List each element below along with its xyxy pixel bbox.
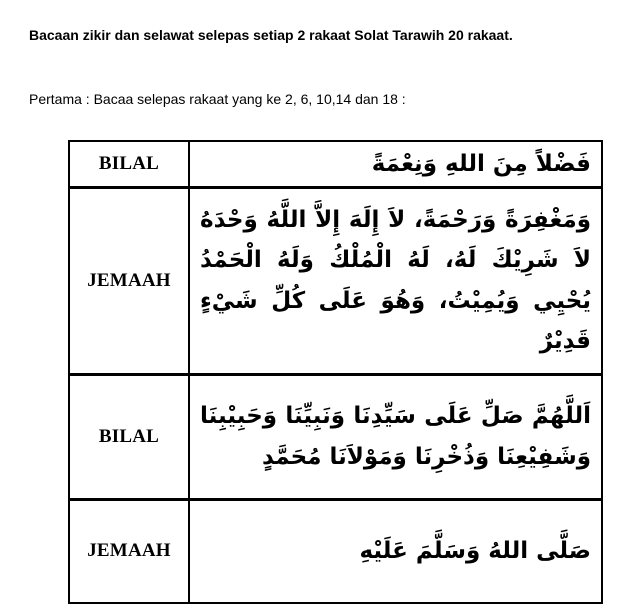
document-subheading: Pertama : Bacaa selepas rakaat yang ke 2, 6, 10,14 dan 18 : [29, 91, 406, 107]
document-heading: Bacaan zikir dan selawat selepas setiap 2 rakaat Solat Tarawih 20 rakaat. [29, 27, 513, 43]
role-label: BILAL [69, 141, 189, 187]
role-label: JEMAAH [69, 499, 189, 603]
arabic-text: فَضْلاً مِنَ اللهِ وَنِعْمَةً [189, 141, 602, 187]
arabic-text: صَلَّى اللهُ وَسَلَّمَ عَلَيْهِ [189, 499, 602, 603]
arabic-text: اَللَّهُمَّ صَلِّ عَلَى سَيِّدِنَا وَنَبِيِّنَا وَحَبِيْبِنَا وَشَفِيْعِنَا وَذُخْرِنَا وَمَوْلاَنَا مُحَمَّدٍ [189, 374, 602, 499]
table-row [69, 499, 602, 603]
table-row [69, 187, 602, 374]
zikir-table [68, 140, 603, 604]
arabic-text: وَمَغْفِرَةً وَرَحْمَةً، لاَ إِلَهَ إِلاَّ اللَّهُ وَحْدَهُ لاَ شَرِيْكَ لَهُ، لَهُ الْمُلْكُ وَلَهُ الْحَمْدُ يُحْيِي وَيُمِيْتُ، وَهُوَ عَلَى كُلِّ شَيْءٍ قَدِيْرٌ [189, 187, 602, 374]
table-row [69, 374, 602, 499]
role-label: JEMAAH [69, 187, 189, 374]
role-label: BILAL [69, 374, 189, 499]
table-row [69, 141, 602, 187]
